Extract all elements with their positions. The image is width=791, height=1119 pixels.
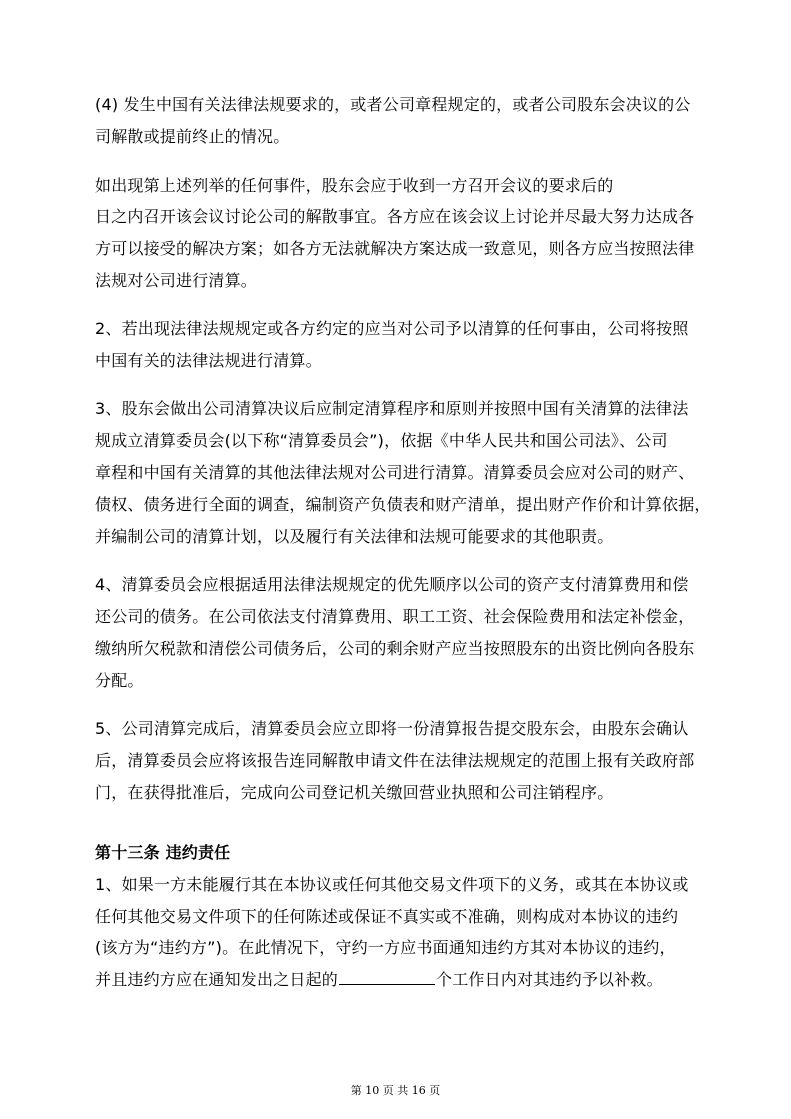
paragraph-line bbox=[95, 968, 663, 991]
paragraph-line: 5、公司清算完成后，清算委员会应立即将一份清算报告提交股东会，由股东会确认 bbox=[95, 719, 689, 738]
paragraph-line: 债权、债务进行全面的调查，编制资产负债表和财产清单，提出财产作价和计算依据， bbox=[95, 495, 711, 514]
paragraph-line: 法规对公司进行清算。 bbox=[95, 271, 258, 290]
paragraph-line: (4) 发生中国有关法律法规要求的，或者公司章程规定的，或者公司股东会决议的公 bbox=[95, 95, 691, 114]
paragraph-line: 后，清算委员会应将该报告连同解散申请文件在法律法规规定的范围上报有关政府部 bbox=[95, 751, 695, 770]
paragraph-line: (该方为“违约方”)。在此情况下，守约一方应书面通知违约方其对本协议的违约， bbox=[95, 938, 676, 957]
text-after-blank: 个工作日内对其违约予以补救。 bbox=[436, 970, 663, 989]
paragraph-line: 章程和中国有关清算的其他法律法规对公司进行清算。清算委员会应对公司的财产、 bbox=[95, 463, 695, 482]
paragraph-line: 1、如果一方未能履行其在本协议或任何其他交易文件项下的义务，或其在本协议或 bbox=[95, 875, 689, 894]
paragraph-line: 2、若出现法律法规规定或各方约定的应当对公司予以清算的任何事由，公司将按照 bbox=[95, 319, 689, 338]
text-before-blank: 并且违约方应在通知发出之日起的 bbox=[95, 970, 339, 989]
paragraph-line: 分配。 bbox=[95, 671, 144, 690]
paragraph-line: 中国有关的法律法规进行清算。 bbox=[95, 351, 322, 370]
paragraph-line: 3、股东会做出公司清算决议后应制定清算程序和原则并按照中国有关清算的法律法 bbox=[95, 399, 689, 418]
paragraph-line: 4、清算委员会应根据适用法律法规规定的优先顺序以公司的资产支付清算费用和偿 bbox=[95, 575, 689, 594]
paragraph-line: 任何其他交易文件项下的任何陈述或保证不真实或不准确，则构成对本协议的违约 bbox=[95, 907, 679, 926]
page-number-footer: 第 10 页 共 16 页 bbox=[350, 1084, 441, 1097]
paragraph-line: 还公司的债务。在公司依法支付清算费用、职工工资、社会保险费用和法定补偿金， bbox=[95, 607, 695, 626]
paragraph-line: 并编制公司的清算计划，以及履行有关法律和法规可能要求的其他职责。 bbox=[95, 527, 614, 546]
paragraph-line: 司解散或提前终止的情况。 bbox=[95, 127, 290, 146]
paragraph-line: 如出现第上述列举的任何事件，股东会应于收到一方召开会议的要求后的 bbox=[95, 176, 614, 195]
section-heading: 第十三条 违约责任 bbox=[95, 843, 231, 862]
paragraph-line: 方可以接受的解决方案；如各方无法就解决方案达成一致意见，则各方应当按照法律 bbox=[95, 239, 695, 258]
paragraph-line: 规成立清算委员会(以下称“清算委员会”)，依据《中华人民共和国公司法》、公司 bbox=[95, 431, 668, 450]
paragraph-line: 缴纳所欠税款和清偿公司债务后，公司的剩余财产应当按照股东的出资比例向各股东 bbox=[95, 639, 695, 658]
fill-in-blank bbox=[339, 968, 435, 985]
paragraph-line: 日之内召开该会议讨论公司的解散事宜。各方应在该会议上讨论并尽最大努力达成各 bbox=[95, 207, 695, 226]
paragraph-line: 门，在获得批准后，完成向公司登记机关缴回营业执照和公司注销程序。 bbox=[95, 783, 614, 802]
